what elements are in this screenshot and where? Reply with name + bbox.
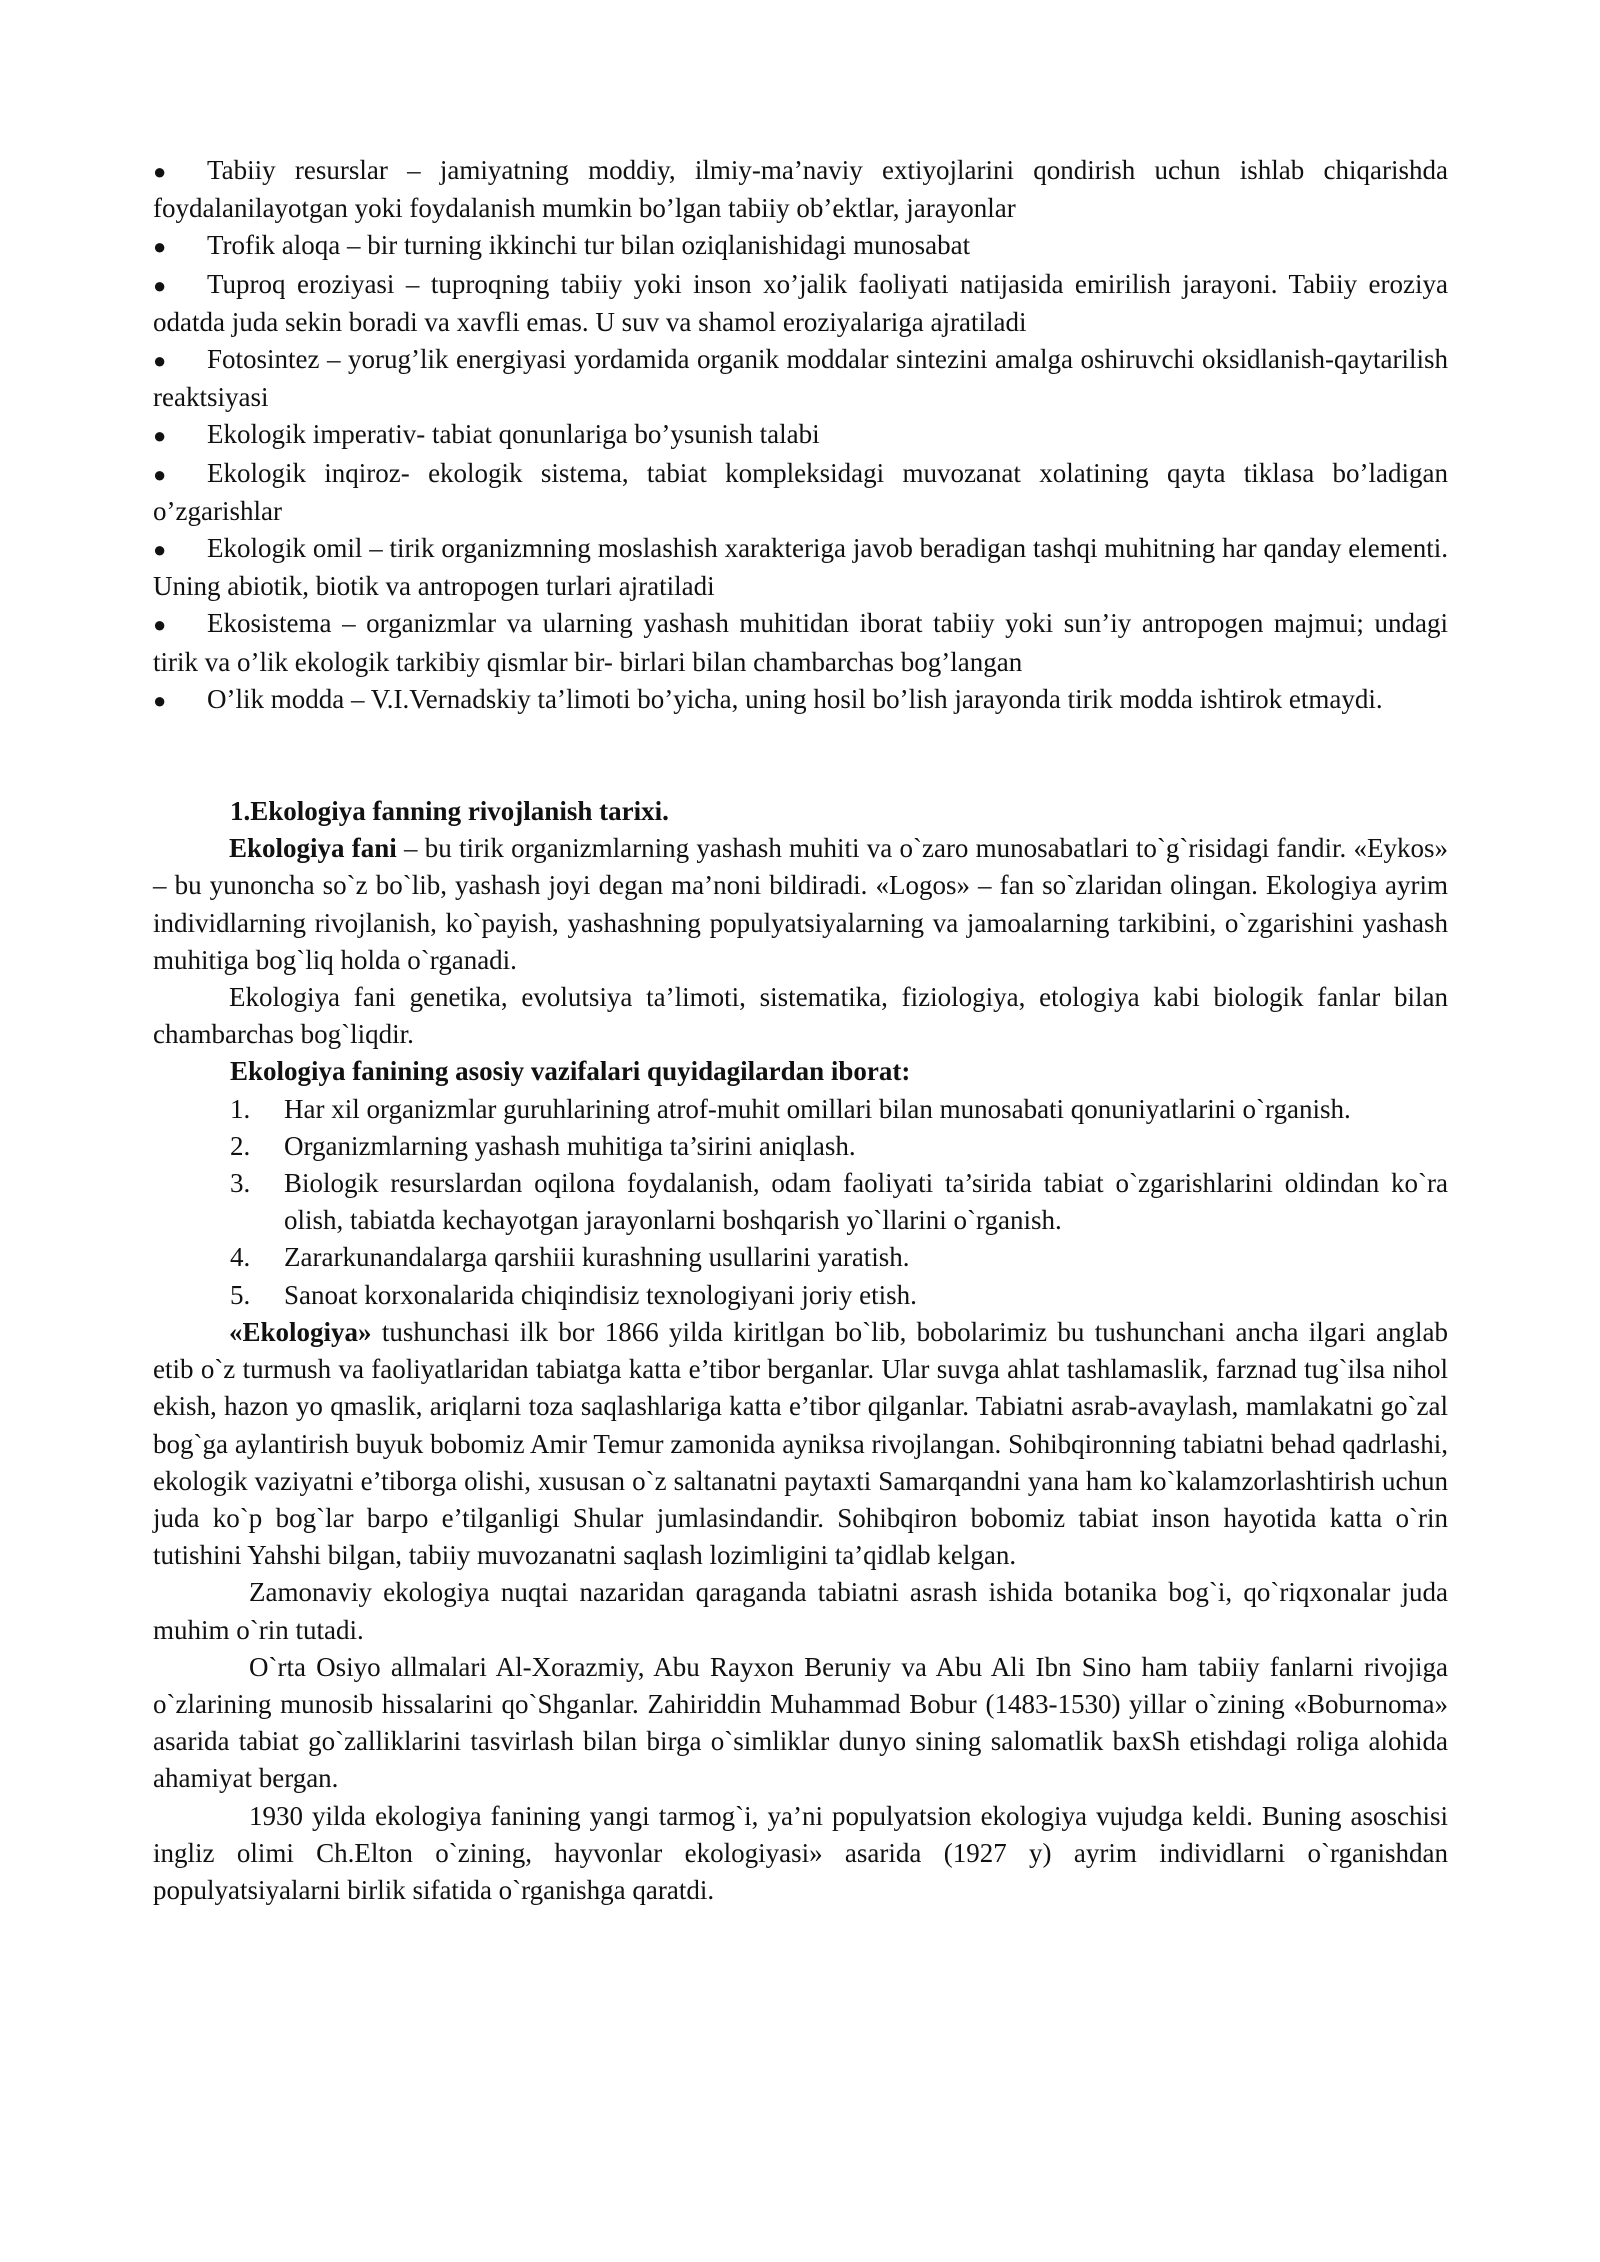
definition-text: Ekosistema – organizmlar va ularning yashash muhitidan iborat tabiiy yoki sun’iy antropogen majmui; undagi tirik va o’lik ekologik tarkibiy qismlar bir- birlari bilan chambarchas bog’langan bbox=[153, 608, 1448, 677]
tasks-list bbox=[153, 1091, 1448, 1314]
paragraph-modern: Zamonaviy ekologiya nuqtai nazaridan qaraganda tabiatni asrash ishida botanika bog`i, qo`riqxonalar juda muhim o`rin tutadi. bbox=[153, 1577, 1448, 1645]
paragraph-history bbox=[153, 1314, 1448, 1574]
definition-text: Ekologik inqiroz- ekologik sistema, tabiat kompleksidagi muvozanat xolatining qayta tiklasa bo’ladigan o’zgarishlar bbox=[153, 457, 1448, 526]
bullet-icon: ● bbox=[153, 423, 167, 449]
definition-item bbox=[153, 341, 1448, 416]
definition-item bbox=[153, 227, 1448, 265]
definition-item bbox=[153, 530, 1448, 605]
spacer bbox=[153, 719, 1448, 793]
definition-text: Ekologik imperativ- tabiat qonunlariga bo’ysunish talabi bbox=[207, 419, 820, 450]
definition-text: Tuproq eroziyasi – tuproqning tabiiy yoki inson xo’jalik faoliyati natijasida emirilish jarayoni. Tabiiy eroziya odatda juda sekin boradi va xavfli emas. U suv va shamol eroziyalariga ajratiladi bbox=[153, 268, 1448, 337]
paragraph-intro bbox=[153, 830, 1448, 979]
paragraph-population-ecology: 1930 yilda ekologiya fanining yangi tarmog`i, ya’ni populyatsion ekologiya vujudga keldi. Buning asoschisi ingliz olimi Ch.Elton o`zining, hayvonlar ekologiyasi» asarida (1927 y) ayrim individlarni o`rganishdan populyatsiyalarni birlik sifatida o`rganishga qaratdi. bbox=[153, 1800, 1448, 1905]
task-text: Organizmlarning yashash muhitiga ta’sirini aniqlash. bbox=[284, 1130, 856, 1161]
task-number: 2. bbox=[230, 1130, 251, 1161]
definition-item bbox=[153, 455, 1448, 530]
definition-item bbox=[153, 416, 1448, 454]
task-item bbox=[153, 1128, 1448, 1165]
bullet-icon: ● bbox=[153, 461, 167, 487]
bullet-icon: ● bbox=[153, 612, 167, 638]
bullet-icon: ● bbox=[153, 234, 167, 260]
task-number: 1. bbox=[230, 1093, 251, 1124]
definition-text: Tabiiy resurslar – jamiyatning moddiy, ilmiy-ma’naviy extiyojlarini qondirish uchun ishlab chiqarishda foydalanilayotgan yoki foydalanish mumkin bo’lgan tabiiy ob’ektlar, jarayonlar bbox=[153, 155, 1448, 224]
definition-text: Fotosintez – yorug’lik energiyasi yordamida organik moddalar sintezini amalga oshiruvchi oksidlanish-qaytarilish reaktsiyasi bbox=[153, 344, 1448, 413]
bullet-icon: ● bbox=[153, 159, 167, 184]
task-text: Sanoat korxonalarida chiqindisiz texnologiyani joriy etish. bbox=[284, 1279, 917, 1310]
definitions-list bbox=[153, 152, 1448, 719]
bullet-icon: ● bbox=[153, 348, 167, 374]
paragraph-related-fields: Ekologiya fani genetika, evolutsiya ta’limoti, sistematika, fiziologiya, etologiya kabi biologik fanlar bilan chambarchas bog`liqdir. bbox=[153, 982, 1448, 1050]
bullet-icon: ● bbox=[153, 272, 167, 298]
section-title: 1.Ekologiya fanning rivojlanish tarixi. bbox=[230, 796, 669, 827]
definition-text: Trofik aloqa – bir turning ikkinchi tur bilan oziqlanishidagi munosabat bbox=[207, 230, 971, 261]
term-ekologiya: «Ekologiya» bbox=[229, 1316, 372, 1347]
definition-text: Ekologik omil – tirik organizmning moslashish xarakteriga javob beradigan tashqi muhitning har qanday elementi. Uning abiotik, biotik va antropogen turlari ajratiladi bbox=[153, 533, 1448, 602]
paragraph-central-asia: O`rta Osiyo allmalari Al-Xorazmiy, Abu Rayxon Beruniy va Abu Ali Ibn Sino ham tabiiy fanlarni rivojiga o`zlarining munosib hissalarini qo`Shganlar. Zahiriddin Muhammad Bobur (1483-1530) yillar o`zining «Boburnoma» asarida tabiat go`zalliklarini tasvirlash bilan birga o`simliklar dunyo sining salomatlik baxSh etishdagi roliga alohida ahamiyat bergan. bbox=[153, 1651, 1448, 1794]
task-text: Zararkunandalarga qarshiii kurashning usullarini yaratish. bbox=[284, 1242, 910, 1273]
task-item bbox=[153, 1165, 1448, 1239]
bullet-icon: ● bbox=[153, 537, 167, 563]
task-number: 3. bbox=[230, 1168, 251, 1199]
task-item bbox=[153, 1091, 1448, 1128]
task-text: Har xil organizmlar guruhlarining atrof-muhit omillari bilan munosabati qonuniyatlarini o`rganish. bbox=[284, 1093, 1351, 1124]
definition-item bbox=[153, 152, 1448, 227]
tasks-heading: Ekologiya fanining asosiy vazifalari quyidagilardan iborat: bbox=[230, 1056, 911, 1087]
task-text: Biologik resurslardan oqilona foydalanish, odam faoliyati ta’sirida tabiat o`zgarishlarini oldindan ko`ra olish, tabiatda kechayotgan jarayonlarni boshqarish yo`llarini o`rganish. bbox=[284, 1168, 1448, 1236]
task-item bbox=[153, 1239, 1448, 1276]
task-item bbox=[153, 1277, 1448, 1314]
task-number: 4. bbox=[230, 1242, 251, 1273]
paragraph-text: tushunchasi ilk bor 1866 yilda kiritlgan bo`lib, bobolarimiz bu tushunchani ancha ilgari anglab etib o`z turmush va faoliyatlaridan tabiatga katta e’tibor berganlar. Ular suvga ahlat tashlamaslik, farznad tug`ilsa nihol ekish, hazon yo qmaslik, ariqlarni toza saqlashlariga katta e’tibor qilganlar. Tabiatni asrab-avaylash, mamlakatni go`zal bog`ga aylantirish buyuk bobomiz Amir Temur zamonida ayniksa rivojlangan. Sohibqironning tabiatni behad qadrlashi, ekologik vaziyatni e’tiborga olishi, xususan o`z saltanatni paytaxti Samarqandni yana ham ko`kalamzorlashtirish uchun juda ko`p bog`lar barpo e’tilganligi Shular jumlasindandir. Sohibqiron bobomiz tabiat inson hayotida katta o`rin tutishini Yahshi bilgan, tabiiy muvozanatni saqlash lozimligini ta’qidlab kelgan. bbox=[153, 1316, 1448, 1571]
definition-item bbox=[153, 605, 1448, 680]
definition-text: O’lik modda – V.I.Vernadskiy ta’limoti bo’yicha, uning hosil bo’lish jarayonda tirik modda ishtirok etmaydi. bbox=[207, 683, 1383, 714]
bullet-icon: ● bbox=[153, 687, 167, 713]
term-ekologiya-fani: Ekologiya fani bbox=[229, 833, 397, 864]
definition-item bbox=[153, 681, 1448, 719]
task-number: 5. bbox=[230, 1279, 251, 1310]
definition-item bbox=[153, 266, 1448, 341]
paragraph-text: – bu tirik organizmlarning yashash muhiti va o`zaro munosabatlari to`g`risidagi fandir. «Eykos» – bu yunoncha so`z bo`lib, yashash joyi degan ma’noni bildiradi. «Logos» – fan so`zlaridan olingan. Ekologiya ayrim individlarning rivojlanish, ko`payish, yashashning populyatsiyalarning va jamoalarning tarkibini, o`zgarishini yashash muhitiga bog`liq holda o`rganadi. bbox=[153, 833, 1448, 975]
